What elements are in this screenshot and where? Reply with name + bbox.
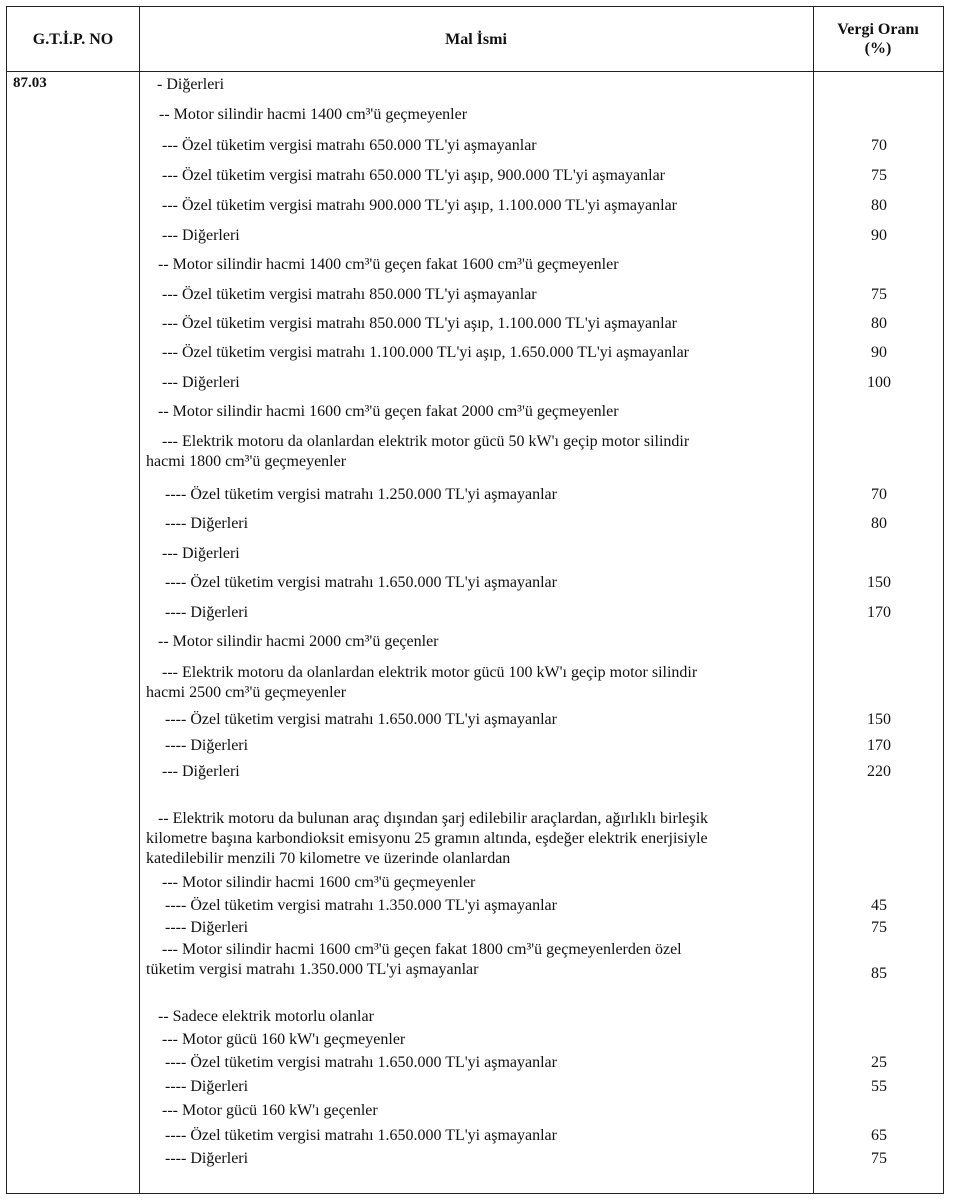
row-rate: 70 (871, 486, 887, 503)
row-description: --- Özel tüketim vergisi matrahı 650.000 TL'yi aşmayanlar (162, 137, 537, 154)
header-gtip: G.T.İ.P. NO (32, 30, 114, 48)
row-rate: 65 (871, 1127, 887, 1144)
gtip-code: 87.03 (13, 75, 47, 91)
row-rate: 80 (871, 197, 887, 214)
row-rate: 80 (871, 315, 887, 332)
row-description: ---- Özel tüketim vergisi matrahı 1.650.000 TL'yi aşmayanlar (165, 574, 557, 591)
header-divider (7, 71, 943, 72)
row-description: --- Motor gücü 160 kW'ı geçmeyenler (162, 1031, 406, 1048)
row-description: ---- Özel tüketim vergisi matrahı 1.650.000 TL'yi aşmayanlar (165, 1127, 557, 1144)
column-divider (139, 7, 140, 1193)
row-description: ---- Diğerleri (165, 919, 249, 936)
row-rate: 25 (871, 1054, 887, 1071)
row-description: --- Özel tüketim vergisi matrahı 850.000 TL'yi aşmayanlar (162, 286, 537, 303)
row-rate: 75 (871, 1150, 887, 1167)
row-rate: 150 (867, 711, 891, 728)
row-description: --- Diğerleri (162, 763, 240, 780)
row-rate: 75 (871, 167, 887, 184)
row-description: - Diğerleri (157, 76, 225, 93)
row-rate: 75 (871, 919, 887, 936)
row-description: --- Diğerleri (162, 227, 240, 244)
row-description: -- Motor silindir hacmi 1600 cm³'ü geçen fakat 2000 cm³'ü geçmeyenler (158, 403, 619, 420)
row-description: --- Motor silindir hacmi 1600 cm³'ü geçen fakat 1800 cm³'ü geçmeyenlerden özel (162, 941, 682, 958)
row-description: --- Motor gücü 160 kW'ı geçenler (162, 1102, 378, 1119)
row-description: ---- Diğerleri (165, 1150, 249, 1167)
row-description: ---- Özel tüketim vergisi matrahı 1.650.000 TL'yi aşmayanlar (165, 711, 557, 728)
row-description: ---- Diğerleri (165, 515, 249, 532)
row-rate: 75 (871, 286, 887, 303)
row-description-continued: hacmi 2500 cm³'ü geçmeyenler (146, 684, 347, 701)
row-description: --- Özel tüketim vergisi matrahı 850.000 TL'yi aşıp, 1.100.000 TL'yi aşmayanlar (162, 315, 677, 332)
row-rate: 45 (871, 897, 887, 914)
row-description: -- Sadece elektrik motorlu olanlar (158, 1008, 374, 1025)
row-description: --- Özel tüketim vergisi matrahı 650.000 TL'yi aşıp, 900.000 TL'yi aşmayanlar (162, 167, 665, 184)
row-description: --- Özel tüketim vergisi matrahı 1.100.000 TL'yi aşıp, 1.650.000 TL'yi aşmayanlar (162, 344, 689, 361)
row-rate: 150 (867, 574, 891, 591)
row-rate: 90 (871, 344, 887, 361)
row-description: ---- Özel tüketim vergisi matrahı 1.650.000 TL'yi aşmayanlar (165, 1054, 557, 1071)
row-description: --- Elektrik motoru da olanlardan elektrik motor gücü 100 kW'ı geçip motor silindir (162, 664, 698, 681)
row-rate: 170 (867, 604, 891, 621)
row-rate: 70 (871, 137, 887, 154)
row-description: --- Motor silindir hacmi 1600 cm³'ü geçmeyenler (162, 874, 476, 891)
row-description-continued: katedilebilir menzili 70 kilometre ve üzerinde olanlardan (146, 850, 511, 867)
row-description: ---- Diğerleri (165, 737, 249, 754)
row-description: -- Motor silindir hacmi 1400 cm³'ü geçen fakat 1600 cm³'ü geçmeyenler (158, 256, 619, 273)
row-rate: 90 (871, 227, 887, 244)
row-rate: 85 (871, 965, 887, 982)
row-description: -- Elektrik motoru da bulunan araç dışından şarj edilebilir araçlardan, ağırlıklı birleşik (158, 810, 709, 827)
row-description: --- Elektrik motoru da olanlardan elektrik motor gücü 50 kW'ı geçip motor silindir (162, 433, 690, 450)
row-description: -- Motor silindir hacmi 2000 cm³'ü geçenler (158, 633, 439, 650)
header-rate-label: Vergi Oranı (837, 21, 919, 38)
row-rate: 55 (871, 1078, 887, 1095)
row-description: ---- Özel tüketim vergisi matrahı 1.250.000 TL'yi aşmayanlar (165, 486, 557, 503)
row-description-continued: tüketim vergisi matrahı 1.350.000 TL'yi aşmayanlar (146, 961, 479, 978)
header-rate-unit: (%) (864, 40, 892, 57)
row-description: ---- Diğerleri (165, 1078, 249, 1095)
header-rate (813, 7, 943, 71)
row-description: --- Diğerleri (162, 545, 240, 562)
row-rate: 220 (867, 763, 891, 780)
row-description: ---- Özel tüketim vergisi matrahı 1.350.000 TL'yi aşmayanlar (165, 897, 557, 914)
header-name: Mal İsmi (445, 30, 507, 48)
row-description-continued: kilometre başına karbondioksit emisyonu 25 gramın altında, eşdeğer elektrik enerjisiyle (146, 830, 708, 847)
row-rate: 80 (871, 515, 887, 532)
row-description: --- Özel tüketim vergisi matrahı 900.000 TL'yi aşıp, 1.100.000 TL'yi aşmayanlar (162, 197, 677, 214)
row-description: --- Diğerleri (162, 374, 240, 391)
row-rate: 170 (867, 737, 891, 754)
row-description: ---- Diğerleri (165, 604, 249, 621)
row-description-continued: hacmi 1800 cm³'ü geçmeyenler (146, 453, 347, 470)
tariff-table (6, 6, 944, 1194)
row-rate: 100 (867, 374, 891, 391)
row-description: -- Motor silindir hacmi 1400 cm³'ü geçmeyenler (159, 106, 468, 123)
